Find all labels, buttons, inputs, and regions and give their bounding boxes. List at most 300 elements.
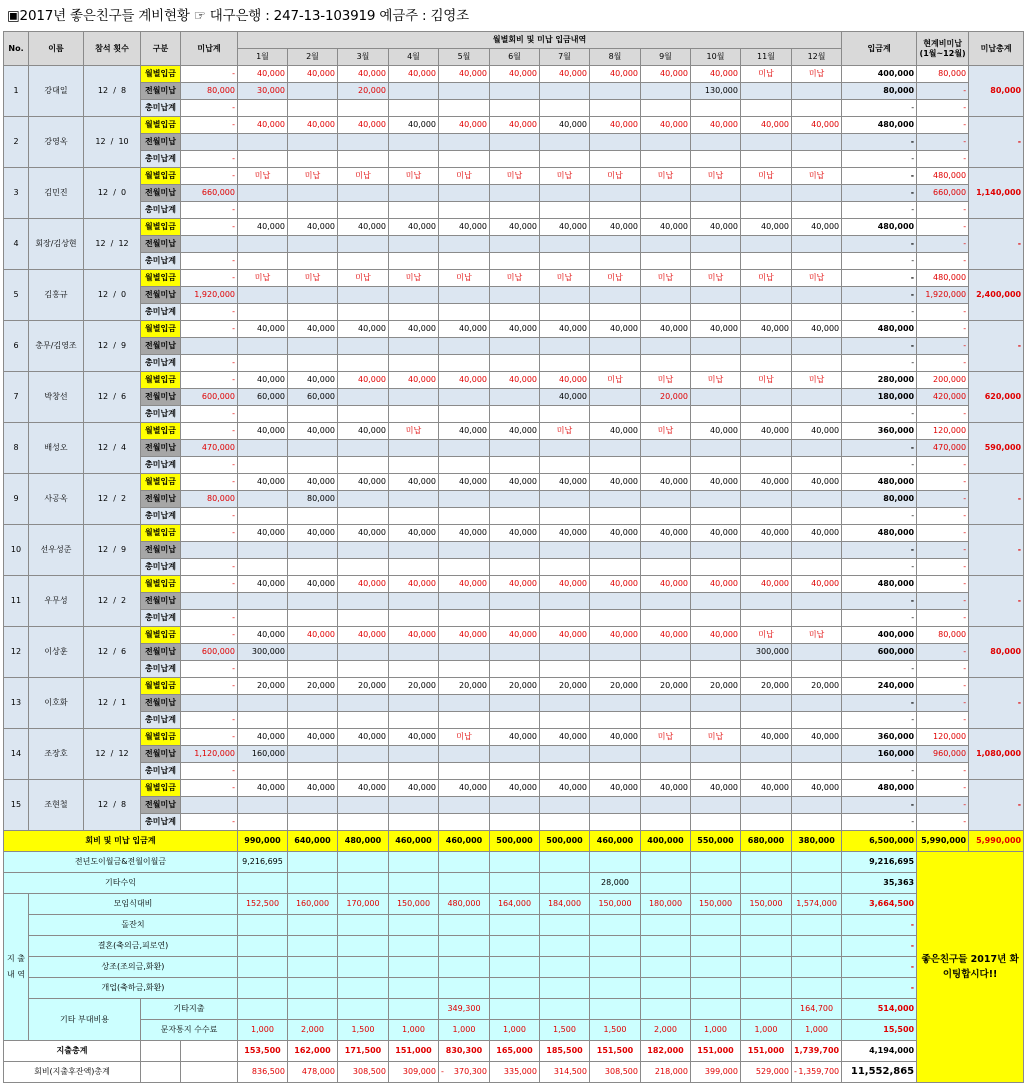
attend-count: 6 <box>120 647 127 656</box>
prev-payment-cell <box>641 236 691 253</box>
monthly-deposit-cell: 40,000 <box>338 525 389 542</box>
empty-cell <box>741 457 792 474</box>
unpaid-dash: - <box>181 559 238 576</box>
empty-cell <box>288 814 338 831</box>
expense-month <box>641 936 691 957</box>
expense-month <box>288 936 338 957</box>
deposit-total: - <box>842 168 917 185</box>
unpaid-dash: - <box>181 151 238 168</box>
empty-cell <box>389 304 439 321</box>
monthly-deposit-cell: 미납 <box>641 729 691 746</box>
attend-count: 6 <box>120 392 127 401</box>
empty-cell <box>439 610 490 627</box>
prev-payment-cell <box>540 287 590 304</box>
prev-payment-cell <box>288 287 338 304</box>
member-name: 조현철 <box>29 780 84 831</box>
balance-month <box>792 1062 842 1083</box>
prev-payment-cell <box>490 746 540 763</box>
empty-cell <box>288 508 338 525</box>
prev-payment-cell <box>691 338 741 355</box>
empty-cell <box>641 814 691 831</box>
total-dash: - <box>917 559 969 576</box>
label-total-unpaid: 총미납계 <box>141 610 181 627</box>
empty-cell <box>490 712 540 729</box>
empty-cell <box>490 253 540 270</box>
member-no: 11 <box>4 576 29 627</box>
header-attend: 참석 횟수 <box>84 32 141 66</box>
label-total-unpaid: 총미납계 <box>141 559 181 576</box>
prev-payment-cell <box>238 236 288 253</box>
misc-month <box>741 999 792 1020</box>
prev-deposit-total: 180,000 <box>842 389 917 406</box>
prev-payment-cell: 60,000 <box>238 389 288 406</box>
unpaid-total: 2,400,000 <box>969 270 1024 321</box>
label-prev-unpaid: 전월미납 <box>141 695 181 712</box>
empty-cell <box>641 610 691 627</box>
prev-current-unpaid: 1,920,000 <box>917 287 969 304</box>
prev-payment-cell <box>288 542 338 559</box>
empty-cell <box>439 763 490 780</box>
monthly-deposit-cell: 40,000 <box>490 474 540 491</box>
attend-total: 12 <box>97 494 109 503</box>
empty-cell <box>439 661 490 678</box>
balance-month: 309,000 <box>389 1062 439 1083</box>
monthly-deposit-cell: 미납 <box>691 729 741 746</box>
empty-cell <box>641 661 691 678</box>
prev-payment-cell <box>490 185 540 202</box>
member-no: 4 <box>4 219 29 270</box>
monthly-deposit-cell: 40,000 <box>288 780 338 797</box>
member-no: 5 <box>4 270 29 321</box>
expense-total-month: 151,000 <box>741 1041 792 1062</box>
prev-payment-cell <box>590 440 641 457</box>
prev-payment-cell <box>338 134 389 151</box>
monthly-deposit-cell: 40,000 <box>389 117 439 134</box>
prev-payment-cell <box>439 695 490 712</box>
member-name: 강영옥 <box>29 117 84 168</box>
balance-value: 370,300 <box>453 1067 487 1076</box>
expense-month <box>741 957 792 978</box>
unpaid-dash: - <box>181 423 238 440</box>
current-unpaid: - <box>917 525 969 542</box>
empty-cell <box>590 508 641 525</box>
monthly-deposit-cell: 40,000 <box>691 780 741 797</box>
deposit-total: 400,000 <box>842 627 917 644</box>
prev-payment-cell <box>792 797 842 814</box>
unpaid-dash: - <box>181 202 238 219</box>
prev-payment-cell <box>590 287 641 304</box>
current-unpaid: - <box>917 780 969 797</box>
prev-payment-cell <box>439 491 490 508</box>
monthly-deposit-cell: 40,000 <box>288 627 338 644</box>
member-attendance: 12 / 6 <box>84 372 141 423</box>
prev-payment-cell <box>792 287 842 304</box>
monthly-deposit-cell: 40,000 <box>238 66 288 83</box>
prev-payment-cell <box>490 542 540 559</box>
monthly-deposit-cell: 40,000 <box>590 474 641 491</box>
label-prev-unpaid: 전월미납 <box>141 746 181 763</box>
monthly-deposit-cell: 40,000 <box>288 66 338 83</box>
total-dash: - <box>842 610 917 627</box>
prev-deposit-total: 160,000 <box>842 746 917 763</box>
income-month <box>691 852 741 873</box>
prev-payment-cell <box>338 389 389 406</box>
empty-cell <box>691 814 741 831</box>
empty-cell <box>238 151 288 168</box>
prev-payment-cell <box>741 236 792 253</box>
prev-payment-cell <box>641 695 691 712</box>
prev-payment-cell <box>641 491 691 508</box>
prev-payment-cell <box>540 185 590 202</box>
empty-cell <box>741 559 792 576</box>
monthly-deposit-cell: 40,000 <box>741 576 792 593</box>
label-prev-unpaid: 전월미납 <box>141 491 181 508</box>
member-name: 이상훈 <box>29 627 84 678</box>
prev-deposit-total: - <box>842 338 917 355</box>
unpaid-dash: - <box>181 627 238 644</box>
prev-unpaid: 80,000 <box>181 491 238 508</box>
label-total-unpaid: 총미납계 <box>141 100 181 117</box>
negative-sign: - <box>441 1067 444 1076</box>
monthly-deposit-cell: 40,000 <box>540 627 590 644</box>
monthly-deposit-cell: 20,000 <box>490 678 540 695</box>
empty-cell <box>792 253 842 270</box>
member-no: 6 <box>4 321 29 372</box>
prev-payment-cell <box>641 134 691 151</box>
empty-cell <box>540 712 590 729</box>
header-name: 이름 <box>29 32 84 66</box>
monthly-deposit-cell: 40,000 <box>641 627 691 644</box>
unpaid-total: 80,000 <box>969 66 1024 117</box>
header-month: 12월 <box>792 49 842 66</box>
total-dash: - <box>842 763 917 780</box>
empty-cell <box>288 253 338 270</box>
attend-total: 12 <box>95 137 106 146</box>
deposit-total: 480,000 <box>842 474 917 491</box>
label-total-unpaid: 총미납계 <box>141 457 181 474</box>
monthly-deposit-cell: 40,000 <box>439 474 490 491</box>
unpaid-total: 1,080,000 <box>969 729 1024 780</box>
prev-payment-cell <box>590 338 641 355</box>
member-name: 선우성준 <box>29 525 84 576</box>
expense-total-month: 162,000 <box>288 1041 338 1062</box>
prev-deposit-total: 80,000 <box>842 491 917 508</box>
attend-total: 12 <box>97 647 109 656</box>
empty-cell <box>691 610 741 627</box>
attend-count: 10 <box>118 137 129 146</box>
empty-cell <box>792 202 842 219</box>
member-name: 김홍규 <box>29 270 84 321</box>
current-unpaid: 480,000 <box>917 270 969 287</box>
unpaid-total: - <box>969 117 1024 168</box>
prev-payment-cell <box>338 542 389 559</box>
prev-payment-cell <box>741 83 792 100</box>
current-unpaid: 200,000 <box>917 372 969 389</box>
empty-cell <box>792 559 842 576</box>
prev-payment-cell <box>641 542 691 559</box>
unpaid-total: - <box>969 576 1024 627</box>
prev-payment-cell <box>490 338 540 355</box>
totals-month: 400,000 <box>641 831 691 852</box>
attend-total: 12 <box>95 239 106 248</box>
monthly-deposit-cell: 40,000 <box>641 525 691 542</box>
unpaid-dash: - <box>181 355 238 372</box>
attend-count: 9 <box>120 341 127 350</box>
monthly-deposit-cell: 40,000 <box>590 729 641 746</box>
prev-payment-cell <box>741 746 792 763</box>
prev-payment-cell <box>741 389 792 406</box>
prev-payment-cell <box>590 134 641 151</box>
misc-month <box>540 999 590 1020</box>
empty-cell <box>741 763 792 780</box>
cheer-message: 좋은친구들 2017년 화이팅합시다!! <box>917 852 1024 1083</box>
prev-payment-cell <box>389 644 439 661</box>
monthly-deposit-cell: 40,000 <box>288 525 338 542</box>
monthly-deposit-cell: 40,000 <box>338 729 389 746</box>
prev-payment-cell <box>691 593 741 610</box>
balance-month: 529,000 <box>741 1062 792 1083</box>
expense-month <box>691 957 741 978</box>
prev-payment-cell <box>490 644 540 661</box>
monthly-deposit-cell: 미납 <box>439 729 490 746</box>
empty-cell <box>641 763 691 780</box>
monthly-deposit-cell: 40,000 <box>238 474 288 491</box>
prev-current-unpaid: - <box>917 797 969 814</box>
monthly-deposit-cell: 40,000 <box>641 219 691 236</box>
empty-cell <box>238 763 288 780</box>
monthly-deposit-cell: 미납 <box>590 372 641 389</box>
attend-total: 12 <box>97 341 109 350</box>
prev-payment-cell <box>641 83 691 100</box>
empty-cell <box>741 100 792 117</box>
empty-cell <box>439 202 490 219</box>
member-no: 8 <box>4 423 29 474</box>
monthly-deposit-cell: 40,000 <box>338 372 389 389</box>
attend-count: 12 <box>118 749 129 758</box>
income-month <box>490 852 540 873</box>
member-attendance: 12 / 2 <box>84 576 141 627</box>
prev-payment-cell <box>490 695 540 712</box>
expense-month <box>439 957 490 978</box>
monthly-deposit-cell: 40,000 <box>490 576 540 593</box>
monthly-deposit-cell: 미납 <box>691 372 741 389</box>
misc-month: 1,000 <box>490 1020 540 1041</box>
expense-month: 152,500 <box>238 894 288 915</box>
misc-month: 1,000 <box>741 1020 792 1041</box>
label-prev-unpaid: 전월미납 <box>141 185 181 202</box>
attend-count: 0 <box>120 188 127 197</box>
monthly-deposit-cell: 40,000 <box>641 66 691 83</box>
monthly-deposit-cell: 40,000 <box>641 117 691 134</box>
prev-payment-cell: 300,000 <box>238 644 288 661</box>
prev-payment-cell <box>288 593 338 610</box>
unpaid-dash: - <box>181 763 238 780</box>
expense-total: - <box>842 936 917 957</box>
prev-payment-cell <box>490 236 540 253</box>
total-dash: - <box>917 202 969 219</box>
unpaid-dash: - <box>181 661 238 678</box>
member-name: 박창선 <box>29 372 84 423</box>
misc-month <box>338 999 389 1020</box>
income-month <box>792 873 842 894</box>
expense-month <box>792 936 842 957</box>
empty-cell <box>490 610 540 627</box>
monthly-deposit-cell: 40,000 <box>389 729 439 746</box>
prev-payment-cell <box>741 338 792 355</box>
monthly-deposit-cell: 40,000 <box>590 780 641 797</box>
income-month <box>338 852 389 873</box>
prev-payment-cell <box>439 746 490 763</box>
empty-cell <box>590 712 641 729</box>
header-month: 1월 <box>238 49 288 66</box>
total-dash: - <box>842 406 917 423</box>
misc-total: 514,000 <box>842 999 917 1020</box>
monthly-deposit-cell: 40,000 <box>540 219 590 236</box>
totals-current: 5,990,000 <box>917 831 969 852</box>
monthly-deposit-cell: 미납 <box>792 627 842 644</box>
prev-payment-cell <box>389 236 439 253</box>
label-total-unpaid: 총미납계 <box>141 712 181 729</box>
empty-cell <box>590 610 641 627</box>
empty-cell <box>338 151 389 168</box>
total-dash: - <box>917 406 969 423</box>
empty-cell <box>338 814 389 831</box>
total-dash: - <box>917 151 969 168</box>
expense-label: 상조(조의금,화환) <box>29 957 238 978</box>
label-monthly-deposit: 월별입금 <box>141 66 181 83</box>
member-attendance: 12 / 8 <box>84 66 141 117</box>
misc-month: 1,500 <box>540 1020 590 1041</box>
current-unpaid: 80,000 <box>917 66 969 83</box>
empty-cell <box>490 457 540 474</box>
prev-payment-cell <box>288 644 338 661</box>
monthly-deposit-cell: 미납 <box>338 270 389 287</box>
empty-cell <box>792 304 842 321</box>
total-dash: - <box>842 151 917 168</box>
empty-cell <box>741 814 792 831</box>
monthly-deposit-cell: 40,000 <box>691 474 741 491</box>
empty-cell <box>439 814 490 831</box>
monthly-deposit-cell: 40,000 <box>490 525 540 542</box>
income-month <box>490 873 540 894</box>
member-name: 조장호 <box>29 729 84 780</box>
empty-cell <box>590 763 641 780</box>
empty-cell <box>389 610 439 627</box>
income-month <box>792 852 842 873</box>
attend-count: 12 <box>118 239 129 248</box>
label-prev-unpaid: 전월미납 <box>141 134 181 151</box>
income-month <box>288 873 338 894</box>
prev-current-unpaid: - <box>917 695 969 712</box>
prev-payment-cell <box>389 440 439 457</box>
expense-month <box>439 978 490 999</box>
misc-month: 1,000 <box>439 1020 490 1041</box>
attend-total: 12 <box>97 545 109 554</box>
expense-total: - <box>842 915 917 936</box>
empty-cell <box>338 100 389 117</box>
empty-cell <box>338 712 389 729</box>
empty-cell <box>389 457 439 474</box>
total-dash: - <box>842 304 917 321</box>
expense-month <box>288 957 338 978</box>
monthly-deposit-cell: 미납 <box>288 270 338 287</box>
empty-cell <box>792 355 842 372</box>
prev-payment-cell <box>238 338 288 355</box>
empty-cell <box>590 406 641 423</box>
expense-month: 160,000 <box>288 894 338 915</box>
expense-month <box>338 936 389 957</box>
prev-payment-cell <box>792 185 842 202</box>
empty-cell <box>741 355 792 372</box>
label-prev-unpaid: 전월미납 <box>141 83 181 100</box>
label-prev-unpaid: 전월미납 <box>141 644 181 661</box>
balance-month: 399,000 <box>691 1062 741 1083</box>
prev-payment-cell <box>540 695 590 712</box>
member-name: 우무성 <box>29 576 84 627</box>
unpaid-total: 1,140,000 <box>969 168 1024 219</box>
prev-unpaid: 80,000 <box>181 83 238 100</box>
monthly-deposit-cell: 40,000 <box>338 474 389 491</box>
empty-cell <box>641 100 691 117</box>
deposit-total: - <box>842 270 917 287</box>
expense-month <box>641 915 691 936</box>
expense-month <box>540 915 590 936</box>
prev-unpaid <box>181 338 238 355</box>
prev-payment-cell: 160,000 <box>238 746 288 763</box>
prev-unpaid <box>181 236 238 253</box>
balance-month: 836,500 <box>238 1062 288 1083</box>
monthly-deposit-cell: 미납 <box>389 270 439 287</box>
prev-payment-cell <box>238 287 288 304</box>
prev-deposit-total: - <box>842 797 917 814</box>
misc-month: 1,000 <box>389 1020 439 1041</box>
total-dash: - <box>917 610 969 627</box>
member-attendance: 12 / 9 <box>84 525 141 576</box>
empty-cell <box>792 814 842 831</box>
empty-cell <box>389 406 439 423</box>
prev-deposit-total: - <box>842 440 917 457</box>
expense-month: 180,000 <box>641 894 691 915</box>
unpaid-total: - <box>969 678 1024 729</box>
total-dash: - <box>842 559 917 576</box>
misc-month: 349,300 <box>439 999 490 1020</box>
expense-month: 170,000 <box>338 894 389 915</box>
monthly-deposit-cell: 40,000 <box>490 780 540 797</box>
misc-item-label: 기타지출 <box>141 999 238 1020</box>
prev-payment-cell <box>439 83 490 100</box>
empty-cell <box>741 202 792 219</box>
prev-current-unpaid: 470,000 <box>917 440 969 457</box>
empty-cell <box>338 304 389 321</box>
expense-month <box>389 936 439 957</box>
page-title: ▣2017년 좋은친구들 계비현황 ☞ 대구은행 : 247-13-103919 예금주 : 김영조 <box>7 8 469 24</box>
prev-unpaid: 470,000 <box>181 440 238 457</box>
balance-month: 314,500 <box>540 1062 590 1083</box>
unpaid-total: 80,000 <box>969 627 1024 678</box>
empty-cell <box>540 814 590 831</box>
prev-payment-cell <box>439 287 490 304</box>
prev-payment-cell <box>338 185 389 202</box>
prev-payment-cell <box>288 83 338 100</box>
empty-cell <box>540 253 590 270</box>
prev-payment-cell <box>590 593 641 610</box>
empty-cell <box>288 457 338 474</box>
monthly-deposit-cell: 40,000 <box>338 117 389 134</box>
totals-month: 460,000 <box>439 831 490 852</box>
label-prev-unpaid: 전월미납 <box>141 236 181 253</box>
prev-current-unpaid: - <box>917 644 969 661</box>
monthly-deposit-cell: 40,000 <box>590 627 641 644</box>
